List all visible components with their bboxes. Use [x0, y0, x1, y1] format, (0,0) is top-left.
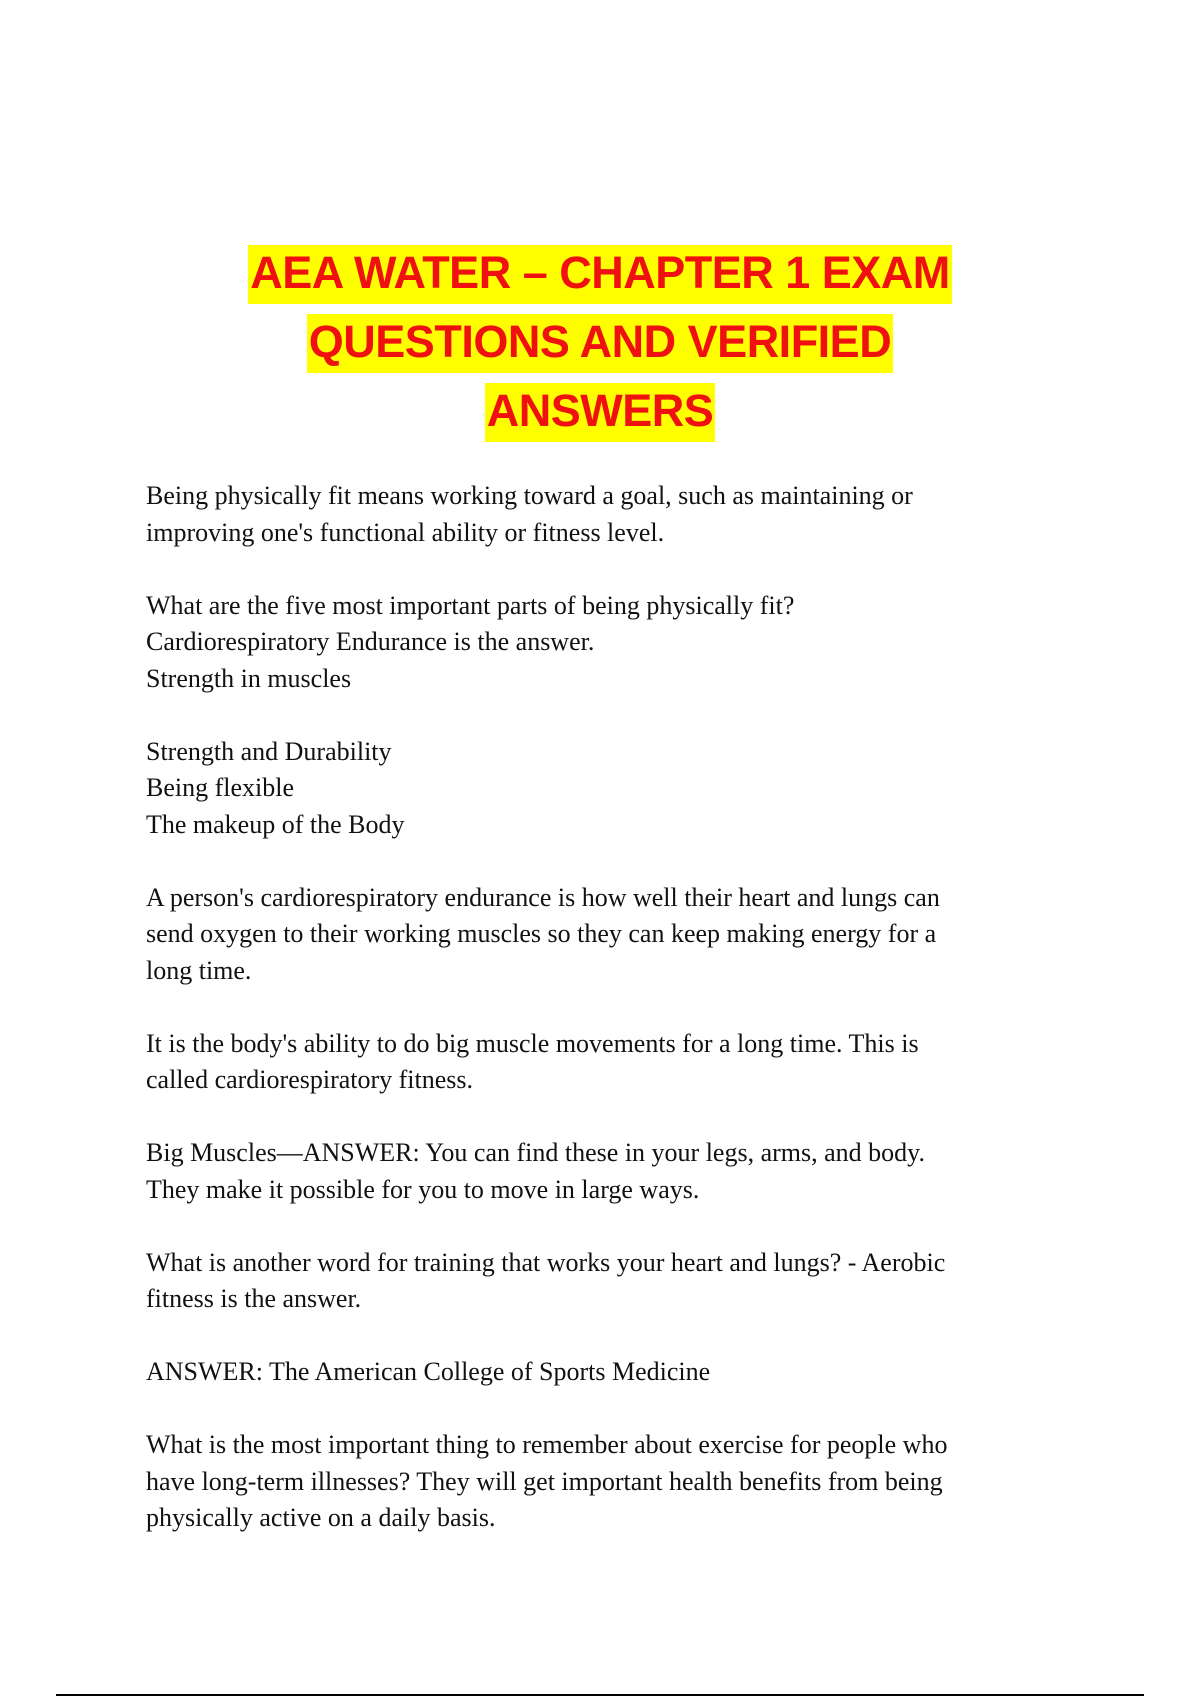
text-line: Being flexible	[146, 773, 295, 802]
text-line: improving one's functional ability or fitness level.	[146, 517, 665, 547]
paragraph-aerobic	[146, 1245, 1046, 1318]
text-line: What are the five most important parts of being physically fit?	[146, 590, 795, 620]
paragraph-big-muscles	[146, 1135, 1046, 1208]
paragraph-acsm	[146, 1354, 1046, 1391]
text-line: long time.	[146, 955, 252, 985]
text-line: The makeup of the Body	[146, 809, 405, 839]
text-line: Being physically fit means working toward a goal, such as maintaining or	[146, 481, 913, 510]
paragraph-components-list	[146, 734, 1046, 844]
text-line: It is the body's ability to do big muscle movements for a long time. This is	[146, 1028, 919, 1058]
text-line: Big Muscles—ANSWER: You can find these in your legs, arms, and body.	[146, 1138, 925, 1167]
document-title	[0, 238, 1200, 445]
text-line: have long-term illnesses? They will get important health benefits from being	[146, 1466, 943, 1496]
text-line: physically active on a daily basis.	[146, 1503, 496, 1532]
paragraph-chronic-illness	[146, 1427, 1046, 1537]
paragraph-five-parts	[146, 588, 1046, 698]
text-line: Strength in muscles	[146, 663, 352, 693]
text-line: They make it possible for you to move in large ways.	[146, 1174, 700, 1204]
title-line: QUESTIONS AND VERIFIED	[0, 307, 1200, 376]
text-line: send oxygen to their working muscles so they can keep making energy for a	[146, 919, 937, 948]
footer-divider	[56, 1694, 1144, 1696]
text-line: Strength and Durability	[146, 736, 392, 766]
paragraph-definition	[146, 478, 1046, 551]
paragraph-cardio-endurance	[146, 880, 1046, 990]
title-line: AEA WATER – CHAPTER 1 EXAM	[0, 238, 1200, 307]
text-line: What is another word for training that works your heart and lungs? - Aerobic	[146, 1247, 946, 1277]
text-line: What is the most important thing to remember about exercise for people who	[146, 1430, 948, 1459]
text-line: called cardiorespiratory fitness.	[146, 1065, 474, 1094]
document-body	[146, 478, 1046, 1573]
paragraph-cardio-fitness	[146, 1026, 1046, 1099]
text-line: A person's cardiorespiratory endurance is how well their heart and lungs can	[146, 882, 940, 912]
text-line: Cardiorespiratory Endurance is the answer.	[146, 627, 595, 656]
text-line: fitness is the answer.	[146, 1284, 362, 1313]
title-line: ANSWERS	[0, 376, 1200, 445]
text-line: ANSWER: The American College of Sports Medicine	[146, 1357, 711, 1386]
